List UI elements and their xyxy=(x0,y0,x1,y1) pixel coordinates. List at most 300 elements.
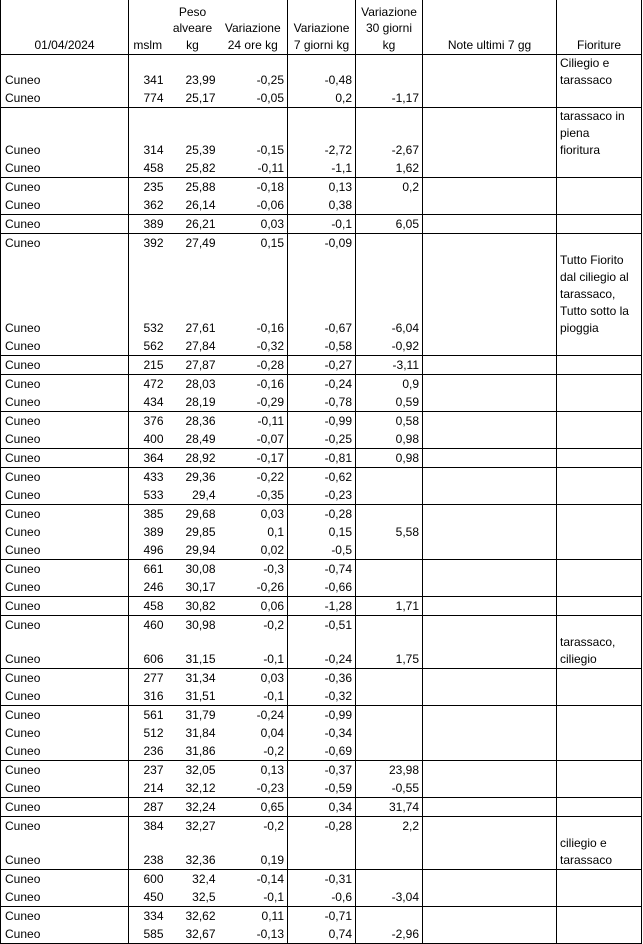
cell-var7: -0,23 xyxy=(288,486,356,505)
cell-var24: 0,15 xyxy=(219,234,288,253)
cell-location: Cuneo xyxy=(1,375,129,394)
cell-mslm: 246 xyxy=(143,580,164,594)
header-variazione-30-giorni: Variazione 30 giorni kg xyxy=(356,0,423,55)
row-group xyxy=(1,870,642,907)
table-row xyxy=(1,234,642,253)
cell-var30: 0,98 xyxy=(356,449,423,468)
cell-var30 xyxy=(356,706,423,725)
cell-mslm: 400 xyxy=(143,432,164,446)
cell-var30 xyxy=(356,687,423,706)
cell-var24: -0,26 xyxy=(219,578,288,597)
cell-mslm: 661 xyxy=(143,562,164,576)
cell-note xyxy=(423,798,557,817)
cell-note xyxy=(423,578,557,597)
cell-var7: -0,6 xyxy=(288,888,356,907)
cell-note xyxy=(423,669,557,688)
cell-fioriture xyxy=(557,393,642,412)
cell-var7: -0,99 xyxy=(288,706,356,725)
table-row xyxy=(1,724,642,742)
cell-fioriture xyxy=(557,669,642,688)
cell-var30 xyxy=(356,486,423,505)
cell-var30 xyxy=(356,541,423,560)
table-row xyxy=(1,925,642,944)
row-group xyxy=(1,108,642,178)
cell-fioriture xyxy=(557,505,642,524)
cell-fioriture xyxy=(557,817,642,836)
cell-var7: -0,24 xyxy=(288,375,356,394)
cell-fioriture: tarassaco in piena fioritura xyxy=(560,109,625,157)
cell-mslm: 450 xyxy=(143,890,164,904)
cell-var30: 0,9 xyxy=(356,375,423,394)
cell-var24: 0,03 xyxy=(219,505,288,524)
cell-mslm: 512 xyxy=(143,726,164,740)
cell-location: Cuneo xyxy=(1,430,129,449)
row-group xyxy=(1,706,642,761)
cell-var7: 0,15 xyxy=(288,523,356,541)
cell-var24: -0,06 xyxy=(219,196,288,215)
header-mslm: mslm xyxy=(129,0,167,55)
cell-peso: 31,15 xyxy=(185,652,216,666)
cell-fioriture xyxy=(557,486,642,505)
cell-peso: 25,17 xyxy=(185,91,216,105)
cell-location: Cuneo xyxy=(1,835,129,870)
cell-var7: 0,74 xyxy=(288,925,356,944)
cell-peso: 26,14 xyxy=(185,198,216,212)
cell-var24: -0,35 xyxy=(219,486,288,505)
row-group xyxy=(1,616,642,669)
cell-var7: -0,09 xyxy=(288,234,356,253)
cell-var30: 0,2 xyxy=(356,178,423,197)
cell-fioriture xyxy=(557,468,642,487)
cell-var24: -0,11 xyxy=(219,412,288,431)
cell-mslm: 287 xyxy=(143,800,164,814)
cell-mslm: 314 xyxy=(143,143,164,157)
cell-peso: 28,03 xyxy=(185,377,216,391)
table-row xyxy=(1,159,642,178)
cell-var30: -3,04 xyxy=(356,888,423,907)
cell-note xyxy=(423,252,557,337)
header-date: 01/04/2024 xyxy=(1,0,129,55)
table-row xyxy=(1,742,642,761)
cell-peso: 32,24 xyxy=(185,800,216,814)
cell-var30: 2,2 xyxy=(356,817,423,836)
table-row xyxy=(1,870,642,889)
cell-mslm: 433 xyxy=(143,470,164,484)
cell-note xyxy=(423,356,557,375)
cell-note xyxy=(423,541,557,560)
cell-var7: -0,5 xyxy=(288,541,356,560)
cell-peso: 28,19 xyxy=(185,395,216,409)
cell-note xyxy=(423,215,557,234)
row-group xyxy=(1,356,642,375)
cell-location: Cuneo xyxy=(1,742,129,761)
cell-var30: 31,74 xyxy=(356,798,423,817)
cell-location: Cuneo xyxy=(1,89,129,108)
cell-peso: 32,62 xyxy=(185,909,216,923)
cell-peso: 32,27 xyxy=(185,819,216,833)
cell-mslm: 472 xyxy=(143,377,164,391)
cell-var30 xyxy=(356,55,423,90)
cell-var7: -0,99 xyxy=(288,412,356,431)
cell-peso: 29,85 xyxy=(185,525,216,539)
cell-location: Cuneo xyxy=(1,523,129,541)
cell-location: Cuneo xyxy=(1,449,129,468)
cell-note xyxy=(423,779,557,798)
table-row xyxy=(1,634,642,669)
table-row xyxy=(1,430,642,449)
cell-note xyxy=(423,375,557,394)
header-row xyxy=(1,0,642,55)
cell-var7: -0,24 xyxy=(288,634,356,669)
cell-fioriture xyxy=(557,706,642,725)
cell-var7: 0,13 xyxy=(288,178,356,197)
cell-var30 xyxy=(356,196,423,215)
cell-var7: -0,37 xyxy=(288,761,356,780)
cell-fioriture xyxy=(557,687,642,706)
cell-var24: -0,24 xyxy=(219,706,288,725)
cell-var24: -0,1 xyxy=(219,687,288,706)
cell-peso: 25,88 xyxy=(185,180,216,194)
cell-mslm: 533 xyxy=(143,488,164,502)
cell-mslm: 364 xyxy=(143,451,164,465)
table-row xyxy=(1,578,642,597)
row-group xyxy=(1,669,642,706)
cell-fioriture xyxy=(557,724,642,742)
row-group xyxy=(1,468,642,505)
cell-var24: -0,2 xyxy=(219,817,288,836)
cell-note xyxy=(423,925,557,944)
cell-fioriture xyxy=(557,742,642,761)
cell-var7: -0,81 xyxy=(288,449,356,468)
cell-fioriture xyxy=(557,578,642,597)
cell-mslm: 774 xyxy=(143,91,164,105)
cell-location: Cuneo xyxy=(1,234,129,253)
table-row xyxy=(1,779,642,798)
header-variazione-24-ore: Variazione 24 ore kg xyxy=(219,0,288,55)
cell-fioriture xyxy=(557,798,642,817)
row-group xyxy=(1,597,642,616)
cell-var24: 0,19 xyxy=(219,835,288,870)
row-group xyxy=(1,215,642,234)
header-variazione-7-giorni: Variazione 7 giorni kg xyxy=(288,0,356,55)
cell-peso: 32,05 xyxy=(185,763,216,777)
cell-fioriture xyxy=(557,196,642,215)
cell-var7: -0,62 xyxy=(288,468,356,487)
cell-peso: 27,87 xyxy=(185,358,216,372)
cell-note xyxy=(423,870,557,889)
cell-var30 xyxy=(356,616,423,635)
cell-location: Cuneo xyxy=(1,196,129,215)
cell-mslm: 606 xyxy=(143,652,164,666)
cell-peso: 31,51 xyxy=(185,689,216,703)
cell-var24: -0,28 xyxy=(219,356,288,375)
cell-location: Cuneo xyxy=(1,55,129,90)
cell-fioriture xyxy=(557,523,642,541)
cell-var24: 0,03 xyxy=(219,215,288,234)
cell-note xyxy=(423,687,557,706)
cell-mslm: 214 xyxy=(143,781,164,795)
cell-var30: -0,92 xyxy=(356,337,423,356)
cell-var7: 0,34 xyxy=(288,798,356,817)
cell-mslm: 235 xyxy=(143,180,164,194)
cell-location: Cuneo xyxy=(1,578,129,597)
row-group xyxy=(1,907,642,944)
cell-note xyxy=(423,486,557,505)
row-group xyxy=(1,817,642,870)
cell-var24: -0,1 xyxy=(219,634,288,669)
cell-location: Cuneo xyxy=(1,178,129,197)
header-note-ultimi-7-gg: Note ultimi 7 gg xyxy=(423,0,557,55)
cell-var7: -0,34 xyxy=(288,724,356,742)
cell-note xyxy=(423,159,557,178)
table-row xyxy=(1,215,642,234)
cell-fioriture xyxy=(557,616,642,635)
cell-var30: 1,75 xyxy=(356,634,423,669)
cell-mslm: 362 xyxy=(143,198,164,212)
cell-note xyxy=(423,430,557,449)
cell-peso: 29,94 xyxy=(185,543,216,557)
cell-var7: -0,28 xyxy=(288,505,356,524)
cell-peso: 26,21 xyxy=(185,217,216,231)
cell-var24: 0,03 xyxy=(219,669,288,688)
cell-peso: 30,82 xyxy=(185,599,216,613)
cell-location: Cuneo xyxy=(1,798,129,817)
cell-note xyxy=(423,616,557,635)
cell-var7: -0,78 xyxy=(288,393,356,412)
cell-note xyxy=(423,108,557,160)
cell-note xyxy=(423,505,557,524)
cell-var24: -0,18 xyxy=(219,178,288,197)
table-row xyxy=(1,669,642,688)
cell-location: Cuneo xyxy=(1,724,129,742)
cell-fioriture xyxy=(557,560,642,579)
cell-var30: -2,96 xyxy=(356,925,423,944)
header-peso-alveare: Peso alveare kg xyxy=(167,0,219,55)
cell-location: Cuneo xyxy=(1,597,129,616)
cell-note xyxy=(423,449,557,468)
cell-fioriture xyxy=(557,870,642,889)
cell-peso: 31,79 xyxy=(185,708,216,722)
cell-var24: -0,16 xyxy=(219,375,288,394)
cell-location: Cuneo xyxy=(1,215,129,234)
cell-note xyxy=(423,761,557,780)
cell-var30 xyxy=(356,560,423,579)
table-row xyxy=(1,706,642,725)
cell-peso: 32,5 xyxy=(192,890,216,904)
cell-mslm: 385 xyxy=(143,507,164,521)
table-row xyxy=(1,375,642,394)
table-row xyxy=(1,108,642,160)
cell-mslm: 277 xyxy=(143,671,164,685)
table-row xyxy=(1,835,642,870)
cell-note xyxy=(423,55,557,90)
cell-peso: 29,4 xyxy=(192,488,216,502)
cell-fioriture xyxy=(557,159,642,178)
cell-var30: -3,11 xyxy=(356,356,423,375)
cell-var7: -0,36 xyxy=(288,669,356,688)
cell-location: Cuneo xyxy=(1,468,129,487)
cell-note xyxy=(423,178,557,197)
cell-var7: -0,27 xyxy=(288,356,356,375)
cell-fioriture: Tutto Fiorito dal ciliegio al tarassaco, Tutto sotto la pioggia xyxy=(560,253,629,335)
row-group xyxy=(1,375,642,412)
cell-var7: -0,25 xyxy=(288,430,356,449)
cell-var30: -2,67 xyxy=(356,108,423,160)
cell-var30: 0,59 xyxy=(356,393,423,412)
cell-fioriture xyxy=(557,215,642,234)
cell-location: Cuneo xyxy=(1,817,129,836)
cell-peso: 32,12 xyxy=(185,781,216,795)
cell-mslm: 237 xyxy=(143,763,164,777)
cell-var7: -0,67 xyxy=(288,252,356,337)
table-row xyxy=(1,449,642,468)
cell-mslm: 561 xyxy=(143,708,164,722)
cell-fioriture xyxy=(557,888,642,907)
cell-var30: 5,58 xyxy=(356,523,423,541)
cell-mslm: 392 xyxy=(143,236,164,250)
cell-var24: -0,23 xyxy=(219,779,288,798)
cell-var30: -1,17 xyxy=(356,89,423,108)
cell-note xyxy=(423,742,557,761)
cell-fioriture xyxy=(557,178,642,197)
cell-mslm: 384 xyxy=(143,819,164,833)
cell-note xyxy=(423,196,557,215)
cell-peso: 32,36 xyxy=(185,853,216,867)
cell-mslm: 460 xyxy=(143,618,164,632)
table-row xyxy=(1,337,642,356)
cell-mslm: 458 xyxy=(143,161,164,175)
cell-mslm: 236 xyxy=(143,744,164,758)
cell-mslm: 496 xyxy=(143,543,164,557)
cell-var24: -0,14 xyxy=(219,870,288,889)
cell-var7: -0,28 xyxy=(288,817,356,836)
table-row xyxy=(1,817,642,836)
cell-var30: 1,62 xyxy=(356,159,423,178)
cell-fioriture xyxy=(557,89,642,108)
cell-peso: 28,92 xyxy=(185,451,216,465)
cell-fioriture xyxy=(557,449,642,468)
cell-location: Cuneo xyxy=(1,356,129,375)
cell-var7: -0,1 xyxy=(288,215,356,234)
table-row xyxy=(1,687,642,706)
cell-var30 xyxy=(356,742,423,761)
cell-note xyxy=(423,412,557,431)
row-group xyxy=(1,178,642,215)
cell-location: Cuneo xyxy=(1,159,129,178)
cell-var24: 0,06 xyxy=(219,597,288,616)
cell-peso: 28,49 xyxy=(185,432,216,446)
cell-fioriture xyxy=(557,412,642,431)
header-fioriture: Fioriture xyxy=(557,0,642,55)
cell-var24: -0,2 xyxy=(219,616,288,635)
cell-var24: 0,1 xyxy=(219,523,288,541)
cell-var24: 0,11 xyxy=(219,907,288,926)
cell-var30: 23,98 xyxy=(356,761,423,780)
cell-fioriture: ciliegio e tarassaco xyxy=(560,836,613,867)
cell-var24: -0,29 xyxy=(219,393,288,412)
cell-mslm: 389 xyxy=(143,217,164,231)
cell-peso: 23,99 xyxy=(185,73,216,87)
table-row xyxy=(1,412,642,431)
cell-mslm: 434 xyxy=(143,395,164,409)
cell-fioriture xyxy=(557,356,642,375)
cell-var24: 0,02 xyxy=(219,541,288,560)
cell-var24: 0,04 xyxy=(219,724,288,742)
cell-var7: -0,71 xyxy=(288,907,356,926)
cell-note xyxy=(423,706,557,725)
cell-fioriture xyxy=(557,597,642,616)
cell-mslm: 532 xyxy=(143,321,164,335)
row-group xyxy=(1,798,642,817)
row-group xyxy=(1,234,642,356)
cell-var24: -0,17 xyxy=(219,449,288,468)
cell-var7: -2,72 xyxy=(288,108,356,160)
cell-var30 xyxy=(356,505,423,524)
cell-var30: 1,71 xyxy=(356,597,423,616)
cell-var7: -0,59 xyxy=(288,779,356,798)
table-row xyxy=(1,616,642,635)
cell-var30 xyxy=(356,578,423,597)
cell-var24: -0,13 xyxy=(219,925,288,944)
cell-fioriture xyxy=(557,337,642,356)
cell-var30 xyxy=(356,669,423,688)
cell-mslm: 562 xyxy=(143,339,164,353)
cell-mslm: 238 xyxy=(143,853,164,867)
cell-mslm: 376 xyxy=(143,414,164,428)
cell-location: Cuneo xyxy=(1,486,129,505)
cell-mslm: 585 xyxy=(143,927,164,941)
cell-fioriture xyxy=(557,375,642,394)
table-row xyxy=(1,486,642,505)
cell-location: Cuneo xyxy=(1,337,129,356)
cell-var7: 0,38 xyxy=(288,196,356,215)
row-group xyxy=(1,505,642,560)
cell-var7 xyxy=(288,835,356,870)
cell-fioriture: tarassaco, ciliegio xyxy=(560,635,616,666)
cell-var30 xyxy=(356,870,423,889)
cell-fioriture xyxy=(557,925,642,944)
cell-var30: 6,05 xyxy=(356,215,423,234)
cell-peso: 32,4 xyxy=(192,872,216,886)
cell-var7: -0,69 xyxy=(288,742,356,761)
table-row xyxy=(1,523,642,541)
cell-mslm: 600 xyxy=(143,872,164,886)
cell-var7: -0,48 xyxy=(288,55,356,90)
cell-var30: -0,55 xyxy=(356,779,423,798)
cell-var7: -0,66 xyxy=(288,578,356,597)
cell-var30 xyxy=(356,907,423,926)
cell-peso: 29,36 xyxy=(185,470,216,484)
cell-note xyxy=(423,835,557,870)
cell-location: Cuneo xyxy=(1,925,129,944)
cell-note xyxy=(423,817,557,836)
cell-note xyxy=(423,560,557,579)
cell-var24: -0,25 xyxy=(219,55,288,90)
cell-location: Cuneo xyxy=(1,634,129,669)
table-row xyxy=(1,761,642,780)
cell-peso: 30,98 xyxy=(185,618,216,632)
cell-fioriture xyxy=(557,907,642,926)
cell-location: Cuneo xyxy=(1,393,129,412)
cell-var24: 0,65 xyxy=(219,798,288,817)
cell-note xyxy=(423,724,557,742)
row-group xyxy=(1,412,642,449)
cell-note xyxy=(423,634,557,669)
table-row xyxy=(1,178,642,197)
cell-note xyxy=(423,468,557,487)
cell-location: Cuneo xyxy=(1,541,129,560)
cell-peso: 31,86 xyxy=(185,744,216,758)
